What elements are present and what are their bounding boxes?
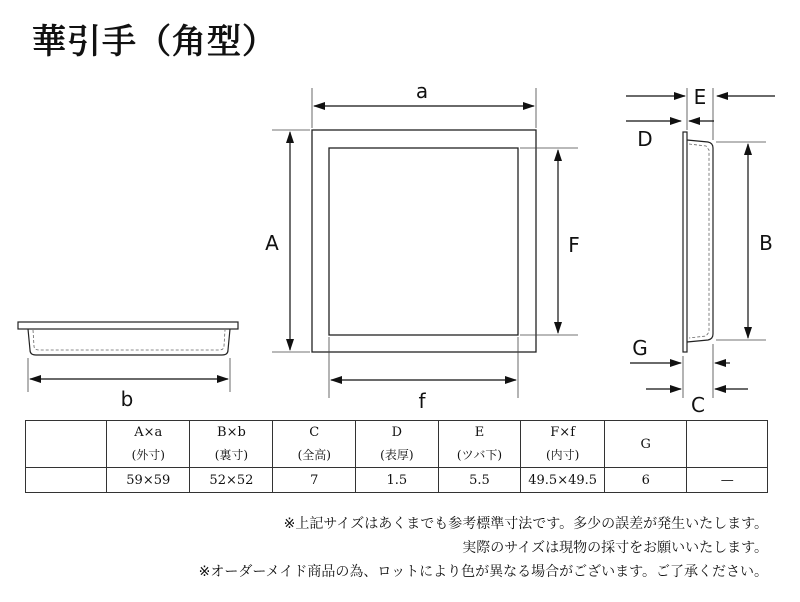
notes [199,512,768,584]
header-cell [687,421,768,468]
value-cell: 59×59 [107,468,190,493]
value-cell: 6 [605,468,687,493]
dim-f-label: f [418,389,426,413]
value-cell: 5.5 [438,468,521,493]
value-row [26,468,768,493]
dim-b-label: b [120,387,134,411]
outer-frame [312,130,536,352]
dim-G-label: G [632,336,648,360]
value-cell: — [687,468,768,493]
page-title: 華引手（角型） [32,22,277,62]
dim-C-label: C [691,393,705,417]
bottom-view [18,322,238,411]
side-flange [683,132,687,352]
value-cell: 1.5 [356,468,439,493]
value-cell [26,468,107,493]
side-view [626,85,775,417]
header-cell: F×f (内寸) [521,421,605,468]
dim-F-label: F [568,233,580,257]
front-view [265,79,580,413]
inner-opening [329,148,518,335]
header-row [26,421,768,468]
dim-A-label: A [265,231,279,255]
header-cell [26,421,107,468]
note-line: ※上記サイズはあくまでも参考標準寸法です。多少の誤差が発生いたします。 [283,516,768,532]
spec-table [25,420,768,493]
flange [18,322,238,329]
header-cell: A×a (外寸) [107,421,190,468]
note-line: 実際のサイズは現物の採寸をお願いいたします。 [462,540,768,556]
dim-D-label: D [637,127,653,151]
dim-E-label: E [693,85,707,109]
header-cell: G [605,421,687,468]
dim-B-label: B [759,231,773,255]
note-line: ※オーダーメイド商品の為、ロットにより色が異なる場合がございます。ご了承ください。 [198,564,768,580]
value-cell: 52×52 [190,468,273,493]
header-cell: E (ツバ下) [438,421,521,468]
header-cell: D (表厚) [356,421,439,468]
header-cell: B×b (裏寸) [190,421,273,468]
dim-a-label: a [415,79,429,103]
value-cell: 49.5×49.5 [521,468,605,493]
header-cell: C (全高) [273,421,356,468]
value-cell: 7 [273,468,356,493]
body-outline [28,329,230,355]
